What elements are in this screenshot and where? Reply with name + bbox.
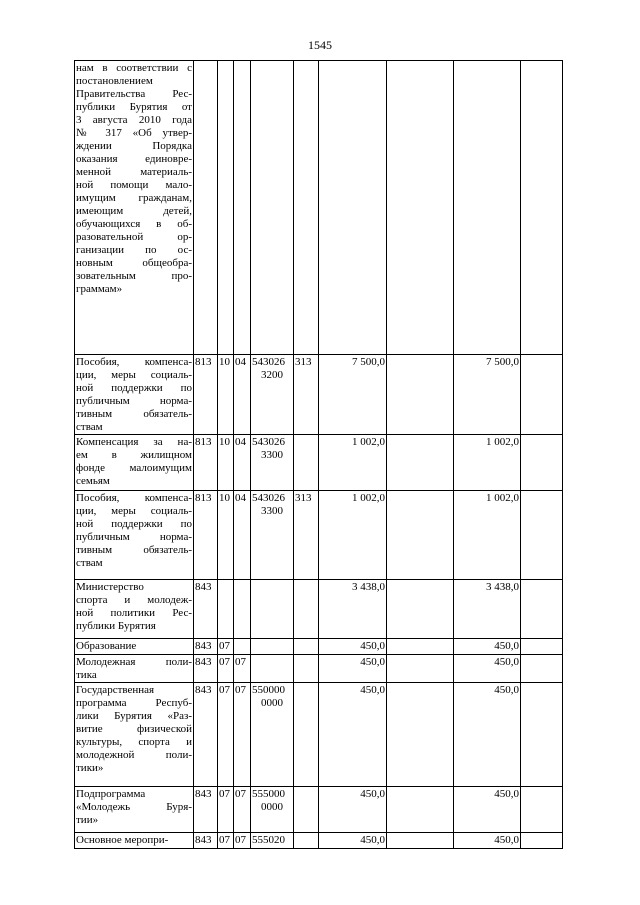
cell-extra bbox=[521, 833, 563, 849]
row-name-line: культуры, спорта и bbox=[76, 736, 192, 748]
row-name-line: ной политики Рес- bbox=[76, 607, 192, 619]
target-item-line: 543026 bbox=[252, 492, 285, 504]
cell-section: 07 bbox=[218, 655, 234, 683]
cell-grbs: 843 bbox=[194, 639, 218, 655]
row-name-line: тивным обязатель- bbox=[76, 408, 192, 420]
row-name-line: ствам bbox=[76, 557, 103, 569]
cell-extra bbox=[521, 580, 563, 639]
target-item-line: 3300 bbox=[261, 449, 283, 461]
row-name-line: имущим гражданам, bbox=[76, 192, 192, 204]
cell-grbs bbox=[194, 61, 218, 355]
row-name bbox=[75, 355, 194, 435]
cell-target-item bbox=[251, 683, 294, 787]
cell-amount-3: 450,0 bbox=[454, 787, 521, 833]
row-name-line: Правительства Рес- bbox=[76, 88, 192, 100]
cell-section: 10 bbox=[218, 491, 234, 580]
cell-subsection: 07 bbox=[234, 787, 251, 833]
row-name bbox=[75, 639, 194, 655]
cell-section: 07 bbox=[218, 639, 234, 655]
cell-section bbox=[218, 61, 234, 355]
cell-amount-2 bbox=[387, 435, 454, 491]
row-name-line: тивным обязатель- bbox=[76, 544, 192, 556]
cell-subsection bbox=[234, 639, 251, 655]
row-name-line: Компенсация за на- bbox=[76, 436, 192, 448]
cell-subsection bbox=[234, 61, 251, 355]
cell-section: 07 bbox=[218, 833, 234, 849]
row-name-line: ждении Порядка bbox=[76, 140, 192, 152]
cell-extra bbox=[521, 491, 563, 580]
row-name-line: ем в жилищном bbox=[76, 449, 192, 461]
cell-expense-type bbox=[294, 683, 319, 787]
cell-amount-1: 1 002,0 bbox=[319, 491, 387, 580]
row-name-line: Министерство bbox=[76, 581, 144, 593]
cell-amount-2 bbox=[387, 639, 454, 655]
cell-section: 10 bbox=[218, 355, 234, 435]
table-row bbox=[75, 580, 563, 639]
cell-amount-3: 1 002,0 bbox=[454, 435, 521, 491]
row-name-line: Пособия, компенса- bbox=[76, 356, 192, 368]
cell-target-item bbox=[251, 491, 294, 580]
cell-grbs: 843 bbox=[194, 683, 218, 787]
cell-amount-2 bbox=[387, 787, 454, 833]
target-item-line: 555000 bbox=[252, 788, 285, 800]
row-name bbox=[75, 491, 194, 580]
row-name bbox=[75, 833, 194, 849]
cell-amount-1 bbox=[319, 61, 387, 355]
cell-extra bbox=[521, 355, 563, 435]
cell-target-item bbox=[251, 639, 294, 655]
cell-grbs: 843 bbox=[194, 580, 218, 639]
cell-extra bbox=[521, 655, 563, 683]
table-row bbox=[75, 61, 563, 355]
row-name-line: граммам» bbox=[76, 283, 123, 295]
cell-expense-type bbox=[294, 580, 319, 639]
cell-amount-3: 7 500,0 bbox=[454, 355, 521, 435]
cell-target-item bbox=[251, 355, 294, 435]
cell-expense-type bbox=[294, 61, 319, 355]
cell-expense-type bbox=[294, 787, 319, 833]
cell-amount-1: 450,0 bbox=[319, 833, 387, 849]
cell-extra bbox=[521, 61, 563, 355]
row-name-line: новным общеобра- bbox=[76, 257, 192, 269]
cell-target-item bbox=[251, 787, 294, 833]
row-name-line: ции, меры социаль- bbox=[76, 369, 192, 381]
row-name-line: Образование bbox=[76, 640, 137, 652]
row-name-line: постановлением bbox=[76, 75, 153, 87]
row-name-line: публики Бурятия bbox=[76, 620, 156, 632]
row-name-line: Подпрограмма bbox=[76, 788, 146, 800]
cell-amount-1: 7 500,0 bbox=[319, 355, 387, 435]
cell-amount-3: 450,0 bbox=[454, 639, 521, 655]
target-item-line: 3300 bbox=[261, 505, 283, 517]
cell-amount-3: 1 002,0 bbox=[454, 491, 521, 580]
row-name bbox=[75, 435, 194, 491]
row-name-line: витие физической bbox=[76, 723, 192, 735]
cell-amount-2 bbox=[387, 61, 454, 355]
cell-expense-type bbox=[294, 833, 319, 849]
row-name-line: разовательной ор- bbox=[76, 231, 192, 243]
cell-amount-1: 450,0 bbox=[319, 655, 387, 683]
budget-table bbox=[74, 60, 563, 849]
row-name-line: Основное меропри- bbox=[76, 834, 169, 846]
cell-amount-2 bbox=[387, 683, 454, 787]
row-name-line: программа Респуб- bbox=[76, 697, 192, 709]
row-name-line: менной материаль- bbox=[76, 166, 192, 178]
row-name-line: молодежной поли- bbox=[76, 749, 192, 761]
cell-amount-2 bbox=[387, 655, 454, 683]
cell-amount-1: 3 438,0 bbox=[319, 580, 387, 639]
cell-amount-3: 450,0 bbox=[454, 683, 521, 787]
row-name-line: тии» bbox=[76, 814, 99, 826]
table-row bbox=[75, 683, 563, 787]
row-name bbox=[75, 61, 194, 355]
row-name-line: ной поддержки по bbox=[76, 382, 192, 394]
cell-expense-type bbox=[294, 655, 319, 683]
cell-amount-2 bbox=[387, 580, 454, 639]
cell-section: 07 bbox=[218, 787, 234, 833]
row-name-line: оказания единовре- bbox=[76, 153, 192, 165]
cell-extra bbox=[521, 435, 563, 491]
target-item-line: 555020 bbox=[252, 834, 285, 846]
cell-subsection: 04 bbox=[234, 435, 251, 491]
cell-subsection: 04 bbox=[234, 355, 251, 435]
cell-amount-3: 450,0 bbox=[454, 833, 521, 849]
cell-grbs: 843 bbox=[194, 655, 218, 683]
row-name-line: ции, меры социаль- bbox=[76, 505, 192, 517]
cell-extra bbox=[521, 683, 563, 787]
cell-subsection: 04 bbox=[234, 491, 251, 580]
cell-target-item bbox=[251, 61, 294, 355]
row-name-line: ной помощи мало- bbox=[76, 179, 192, 191]
row-name-line: № 317 «Об утвер- bbox=[76, 127, 192, 139]
cell-grbs: 813 bbox=[194, 435, 218, 491]
cell-subsection: 07 bbox=[234, 683, 251, 787]
row-name-line: публичным норма- bbox=[76, 395, 192, 407]
cell-amount-1: 1 002,0 bbox=[319, 435, 387, 491]
target-item-line: 3200 bbox=[261, 369, 283, 381]
row-name-line: имеющим детей, bbox=[76, 205, 192, 217]
cell-extra bbox=[521, 787, 563, 833]
row-name-line: «Молодежь Буря- bbox=[76, 801, 192, 813]
cell-expense-type: 313 bbox=[294, 355, 319, 435]
cell-target-item bbox=[251, 655, 294, 683]
target-item-line: 0000 bbox=[261, 697, 283, 709]
row-name-line: нам в соответствии с bbox=[76, 62, 192, 74]
row-name-line: зовательным про- bbox=[76, 270, 192, 282]
target-item-line: 0000 bbox=[261, 801, 283, 813]
cell-amount-3 bbox=[454, 61, 521, 355]
row-name bbox=[75, 683, 194, 787]
cell-section: 07 bbox=[218, 683, 234, 787]
cell-grbs: 843 bbox=[194, 833, 218, 849]
target-item-line: 550000 bbox=[252, 684, 285, 696]
cell-amount-2 bbox=[387, 491, 454, 580]
row-name-line: тики» bbox=[76, 762, 104, 774]
cell-amount-1: 450,0 bbox=[319, 787, 387, 833]
table-row bbox=[75, 833, 563, 849]
table-body bbox=[75, 61, 563, 849]
row-name-line: тика bbox=[76, 669, 97, 681]
target-item-line: 543026 bbox=[252, 356, 285, 368]
row-name bbox=[75, 580, 194, 639]
row-name-line: обучающихся в об- bbox=[76, 218, 192, 230]
row-name-line: Государственная bbox=[76, 684, 155, 696]
cell-extra bbox=[521, 639, 563, 655]
row-name-line: публики Бурятия от bbox=[76, 101, 192, 113]
table-row bbox=[75, 655, 563, 683]
row-name-line: публичным норма- bbox=[76, 531, 192, 543]
cell-grbs: 813 bbox=[194, 491, 218, 580]
row-name-line: 3 августа 2010 года bbox=[76, 114, 192, 126]
page-number: 1545 bbox=[308, 38, 332, 52]
cell-section bbox=[218, 580, 234, 639]
cell-grbs: 813 bbox=[194, 355, 218, 435]
cell-section: 10 bbox=[218, 435, 234, 491]
table-row bbox=[75, 355, 563, 435]
cell-amount-2 bbox=[387, 355, 454, 435]
target-item-line: 543026 bbox=[252, 436, 285, 448]
row-name-line: ствам bbox=[76, 421, 103, 433]
cell-amount-2 bbox=[387, 833, 454, 849]
cell-amount-3: 450,0 bbox=[454, 655, 521, 683]
cell-grbs: 843 bbox=[194, 787, 218, 833]
row-name-line: лики Бурятия «Раз- bbox=[76, 710, 192, 722]
row-name-line: Молодежная поли- bbox=[76, 656, 192, 668]
cell-amount-1: 450,0 bbox=[319, 683, 387, 787]
row-name-line: Пособия, компенса- bbox=[76, 492, 192, 504]
cell-target-item bbox=[251, 833, 294, 849]
row-name-line: спорта и молодеж- bbox=[76, 594, 192, 606]
cell-target-item bbox=[251, 435, 294, 491]
table-row bbox=[75, 639, 563, 655]
row-name-line: ганизации по ос- bbox=[76, 244, 192, 256]
table-row bbox=[75, 787, 563, 833]
cell-expense-type bbox=[294, 639, 319, 655]
cell-target-item bbox=[251, 580, 294, 639]
cell-expense-type: 313 bbox=[294, 491, 319, 580]
row-name-line: фонде малоимущим bbox=[76, 462, 192, 474]
cell-amount-3: 3 438,0 bbox=[454, 580, 521, 639]
row-name-line: семьям bbox=[76, 475, 110, 487]
cell-expense-type bbox=[294, 435, 319, 491]
cell-subsection: 07 bbox=[234, 655, 251, 683]
table-row bbox=[75, 435, 563, 491]
cell-subsection bbox=[234, 580, 251, 639]
table-row bbox=[75, 491, 563, 580]
cell-amount-1: 450,0 bbox=[319, 639, 387, 655]
row-name-line: ной поддержки по bbox=[76, 518, 192, 530]
row-name bbox=[75, 655, 194, 683]
row-name bbox=[75, 787, 194, 833]
cell-subsection: 07 bbox=[234, 833, 251, 849]
